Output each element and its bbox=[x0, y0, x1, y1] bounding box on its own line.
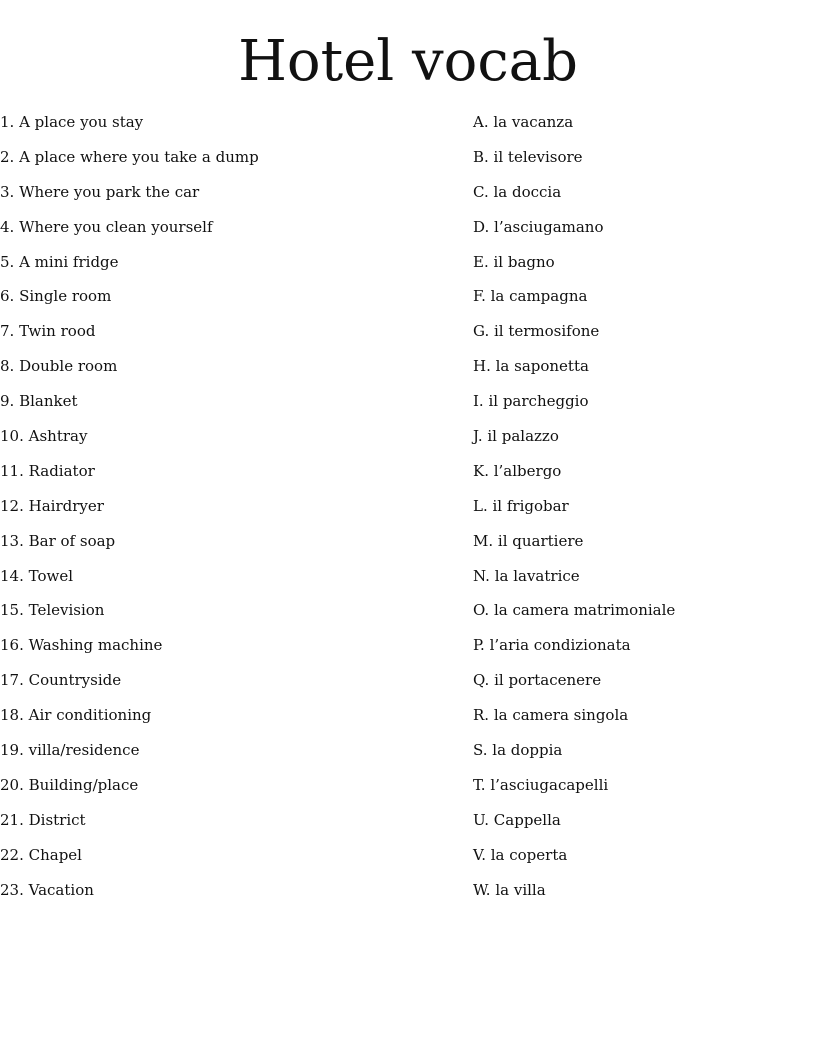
english-term-item: 14. Towel bbox=[0, 566, 74, 585]
italian-term-item: B. il televisore bbox=[473, 147, 583, 166]
italian-term-item: D. l’asciugamano bbox=[473, 217, 604, 236]
italian-term-item: C. la doccia bbox=[473, 182, 562, 201]
english-term-item: 6. Single room bbox=[0, 287, 112, 306]
english-term-item: 12. Hairdryer bbox=[0, 496, 104, 515]
english-term-item: 2. A place where you take a dump bbox=[0, 147, 259, 166]
italian-term-item: O. la camera matrimoniale bbox=[473, 601, 676, 620]
italian-term-list bbox=[473, 110, 803, 912]
italian-term-item: V. la coperta bbox=[473, 845, 568, 864]
english-term-item: 16. Washing machine bbox=[0, 636, 163, 655]
english-term-item: 20. Building/place bbox=[0, 775, 139, 794]
english-term-item: 15. Television bbox=[0, 601, 105, 620]
italian-term-item: J. il palazzo bbox=[473, 427, 559, 446]
italian-term-item: W. la villa bbox=[473, 880, 546, 899]
english-term-item: 10. Ashtray bbox=[0, 427, 88, 446]
italian-term-item: E. il bagno bbox=[473, 252, 555, 271]
italian-term-item: P. l’aria condizionata bbox=[473, 636, 631, 655]
english-term-item: 9. Blanket bbox=[0, 392, 78, 411]
english-term-item: 18. Air conditioning bbox=[0, 706, 152, 725]
italian-term-item: I. il parcheggio bbox=[473, 392, 589, 411]
english-term-item: 7. Twin rood bbox=[0, 322, 96, 341]
italian-term-item: H. la saponetta bbox=[473, 357, 589, 376]
english-term-item: 5. A mini fridge bbox=[0, 252, 119, 271]
italian-term-item: K. l’albergo bbox=[473, 461, 562, 480]
page-title: Hotel vocab bbox=[238, 29, 578, 94]
english-term-item: 13. Bar of soap bbox=[0, 531, 116, 550]
italian-term-item: U. Cappella bbox=[473, 810, 561, 829]
italian-term-item: T. l’asciugacapelli bbox=[473, 775, 609, 794]
english-term-item: 21. District bbox=[0, 810, 86, 829]
italian-term-item: N. la lavatrice bbox=[473, 566, 580, 585]
italian-term-item: F. la campagna bbox=[473, 287, 588, 306]
italian-term-item: Q. il portacenere bbox=[473, 671, 602, 690]
english-term-item: 1. A place you stay bbox=[0, 113, 144, 131]
italian-term-item: M. il quartiere bbox=[473, 531, 584, 550]
italian-term-item: S. la doppia bbox=[473, 741, 563, 760]
english-term-list bbox=[0, 110, 440, 912]
english-term-item: 3. Where you park the car bbox=[0, 182, 200, 201]
italian-term-item: L. il frigobar bbox=[473, 496, 569, 515]
italian-term-item: R. la camera singola bbox=[473, 706, 629, 725]
english-term-item: 23. Vacation bbox=[0, 880, 94, 899]
italian-term-item: A. la vacanza bbox=[473, 113, 574, 131]
english-term-item: 4. Where you clean yourself bbox=[0, 217, 213, 236]
english-term-item: 22. Chapel bbox=[0, 845, 82, 864]
italian-term-item: G. il termosifone bbox=[473, 322, 600, 341]
english-term-item: 17. Countryside bbox=[0, 671, 122, 690]
english-term-item: 11. Radiator bbox=[0, 461, 95, 480]
english-term-item: 8. Double room bbox=[0, 357, 118, 376]
english-term-item: 19. villa/residence bbox=[0, 741, 140, 760]
